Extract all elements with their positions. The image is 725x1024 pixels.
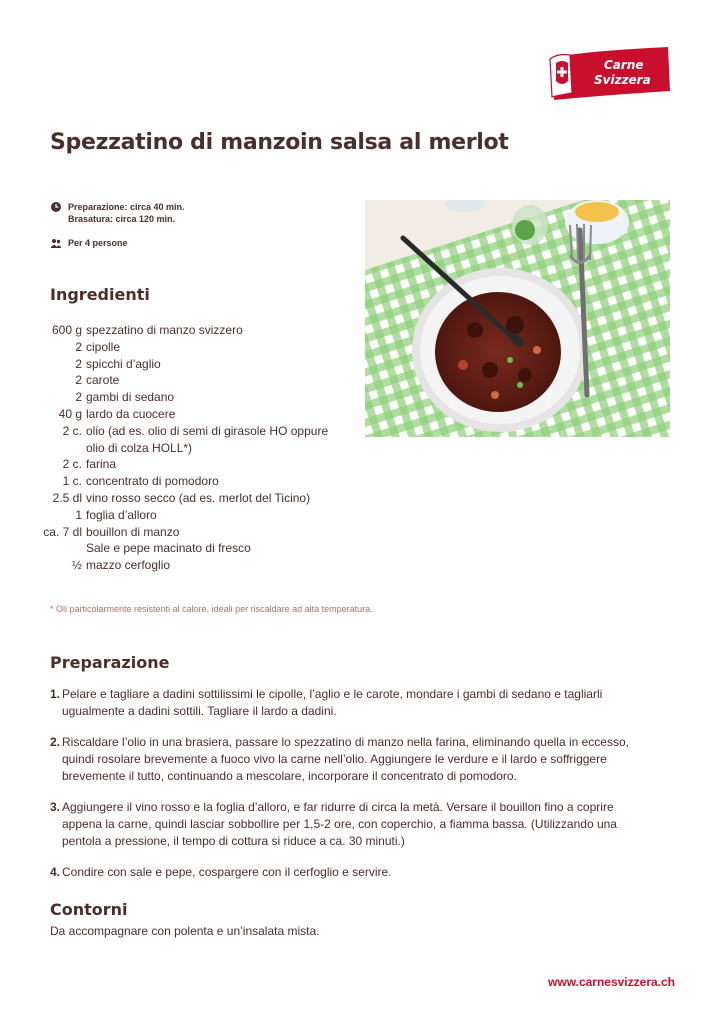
- ingredient-name: spezzatino di manzo svizzero: [86, 323, 243, 337]
- ingredient-qty: 2: [75, 339, 82, 354]
- ingredients-list: [40, 322, 350, 574]
- recipe-title: Spezzatino di manzoin salsa al merlot: [50, 130, 509, 155]
- step-item: [50, 734, 640, 785]
- step-text: Riscaldare l’olio in una brasiera, passare lo spezzatino di manzo nella farina, eliminando quella in eccesso, quindi rosolare brevemente a fuoco vivo la carne nell’olio. Aggiungere le verdure e il lardo e soffriggere brevemente il tutto, continuando a mescolare, incorporare il concentrato di pomodoro.: [62, 735, 629, 783]
- step-number: 1.: [50, 687, 61, 701]
- ingredient-name: vino rosso secco (ad es. merlot del Ticino): [86, 490, 311, 505]
- ingredient-qty: 2: [75, 390, 82, 405]
- ingredient-row: [40, 389, 350, 406]
- ingredient-name: mazzo cerfoglio: [86, 558, 171, 573]
- ingredient-name: lardo da cuocere: [86, 406, 176, 421]
- ingredient-row: [40, 339, 350, 356]
- step-number: 3.: [50, 800, 61, 814]
- ingredient-row: [40, 490, 350, 507]
- step-item: [50, 864, 640, 881]
- ingredient-row: [40, 557, 350, 574]
- ingredient-qty: ca. 7 dl: [43, 524, 82, 539]
- step-number: 2.: [50, 735, 61, 749]
- step-text: Condire con sale e pepe, cospargere con il cerfoglio e servire.: [62, 865, 392, 879]
- step-item: [50, 686, 640, 720]
- preparation-steps: [50, 686, 640, 895]
- clock-icon: [50, 201, 62, 213]
- ingredient-name: bouillon di manzo: [86, 524, 180, 539]
- sides-text: Da accompagnare con polenta e un’insalata mista.: [50, 924, 320, 938]
- ingredient-row: [40, 356, 350, 373]
- ingredient-qty: 40 g: [58, 406, 82, 421]
- dish-photo: [365, 200, 670, 437]
- sides-heading: Contorni: [50, 900, 128, 919]
- servings: Per 4 persone: [68, 238, 128, 248]
- logo-line1: Carne: [604, 58, 644, 72]
- ingredients-footnote: * Oli particolarmente resistenti al calore, ideali per riscaldare ad alta temperatura.: [50, 604, 373, 614]
- ingredient-name: Sale e pepe macinato di fresco: [86, 541, 251, 556]
- ingredient-row: [40, 456, 350, 473]
- carne-svizzera-logo: [548, 45, 672, 101]
- ingredient-row: [40, 540, 350, 557]
- ingredient-name: spicchi d’aglio: [86, 356, 161, 371]
- ingredient-qty: 2 c.: [62, 423, 82, 438]
- ingredient-name: farina: [86, 457, 117, 472]
- ingredient-qty: 2 c.: [62, 457, 82, 472]
- ingredient-row: [40, 406, 350, 423]
- ingredient-qty: 2: [75, 356, 82, 371]
- braise-time: Brasatura: circa 120 min.: [68, 214, 176, 224]
- preparation-heading: Preparazione: [50, 653, 170, 672]
- logo-line2: Svizzera: [594, 73, 651, 87]
- people-icon: [50, 237, 62, 249]
- ingredient-row: [40, 372, 350, 389]
- website-link[interactable]: www.carnesvizzera.ch: [548, 975, 675, 989]
- ingredient-row: [40, 473, 350, 490]
- ingredients-heading: Ingredienti: [50, 285, 150, 304]
- ingredient-qty: 600 g: [51, 323, 82, 337]
- step-item: [50, 799, 640, 850]
- ingredient-row: [40, 322, 350, 339]
- ingredient-qty: 1: [75, 507, 82, 522]
- ingredient-name: foglia d’alloro: [86, 507, 157, 522]
- ingredient-qty: 2: [75, 373, 82, 388]
- prep-time: Preparazione: circa 40 min.: [68, 202, 185, 212]
- ingredient-qty: [40, 540, 82, 557]
- ingredient-row: [40, 507, 350, 524]
- step-text: Pelare e tagliare a dadini sottilissimi le cipolle, l’aglio e le carote, mondare i gambi di sedano e tagliarli ugualmente a dadini sottili. Tagliare il lardo a dadini.: [62, 687, 603, 718]
- ingredient-name: olio (ad es. olio di semi di girasole HO oppure olio di colza HOLL*): [86, 423, 329, 455]
- ingredient-qty: 2.5 dl: [52, 490, 82, 505]
- ingredient-qty: 1 c.: [62, 474, 82, 489]
- step-text: Aggiungere il vino rosso e la foglia d’alloro, e far ridurre di circa la metà. Versare il bouillon fino a coprire appena la carne, quindi lasciar sobbollire per 1,5-2 ore, con coperchio, a fiamma bassa. (Utilizzando una pentola a pressione, il tempo di cottura si riduce a ca. 30 minuti.): [62, 800, 617, 848]
- ingredient-name: concentrato di pomodoro: [86, 474, 219, 489]
- ingredient-name: carote: [86, 373, 120, 388]
- ingredient-qty: ½: [71, 558, 82, 573]
- ingredient-name: cipolle: [86, 339, 121, 354]
- ingredient-row: [40, 524, 350, 541]
- ingredient-row: [40, 423, 350, 457]
- ingredient-name: gambi di sedano: [86, 390, 175, 405]
- step-number: 4.: [50, 865, 61, 879]
